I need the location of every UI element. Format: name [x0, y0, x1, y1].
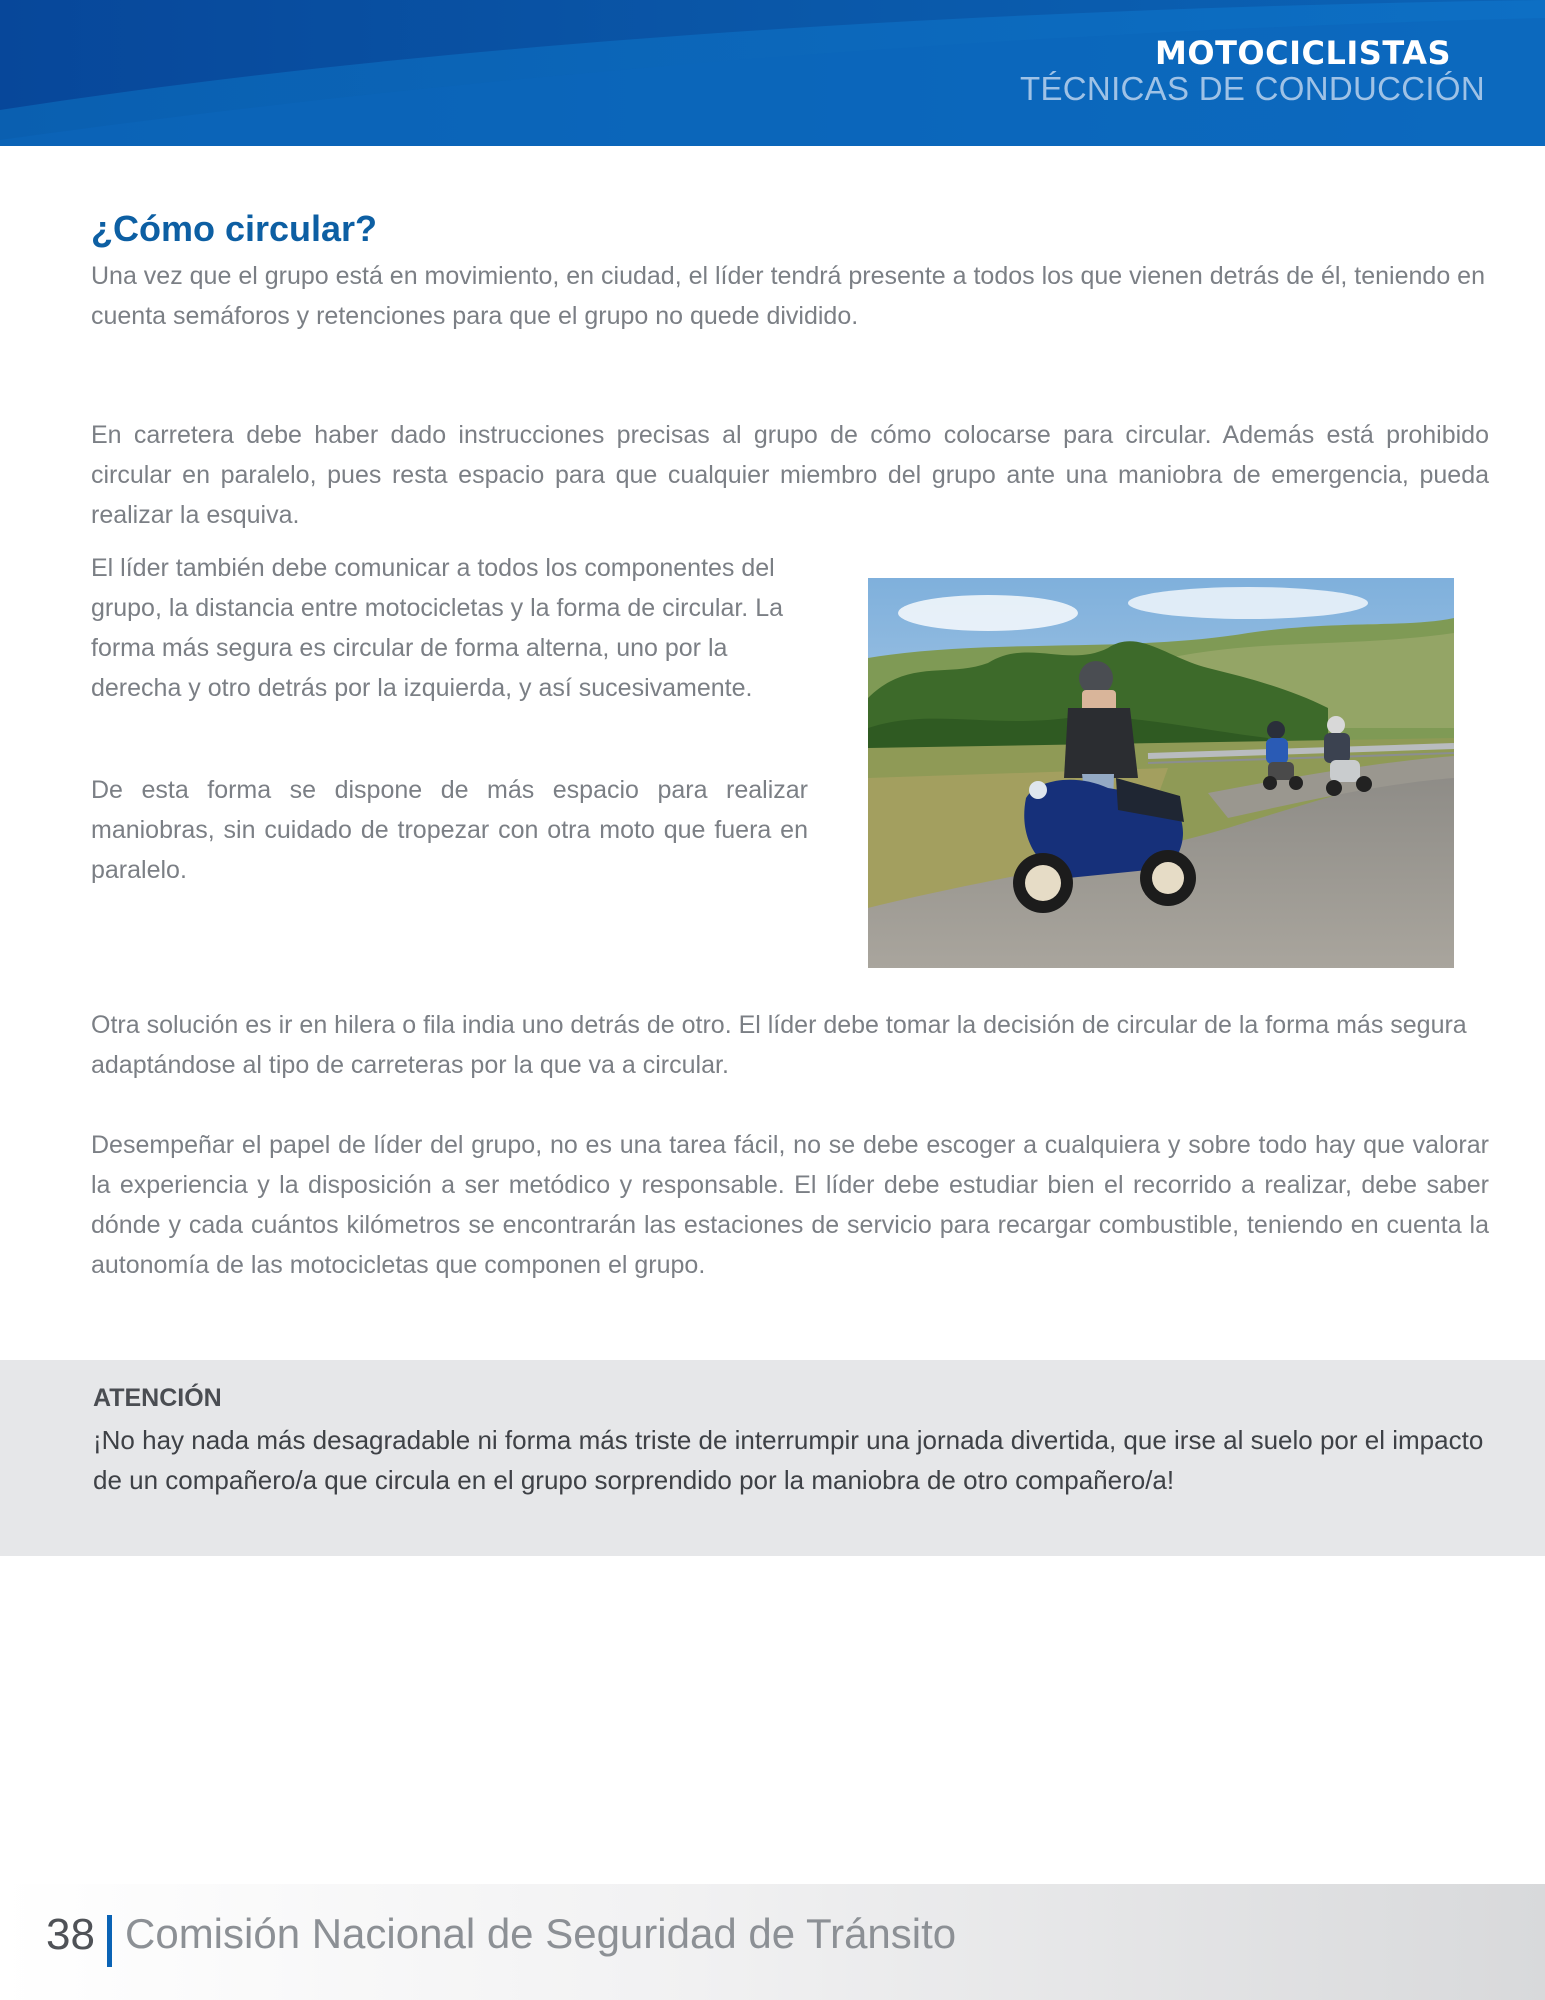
paragraph-single-file: Otra solución es ir en hilera o fila india uno detrás de otro. El líder debe tomar la decisión de circular de la forma más segura adaptándose al tipo de carreteras por la que va a circular.	[91, 1011, 1467, 1079]
paragraph-leader-role: Desempeñar el papel de líder del grupo, no es una tarea fácil, no se debe escoger a cualquiera y sobre todo hay que valorar la experiencia y la disposición a ser metódico y responsable. El líder debe estudiar bien el recorrido a realizar, debe saber dónde y cada cuántos kilómetros se encontrarán las estaciones de servicio para recargar combustible, teniendo en cuenta la autonomía de las motocicletas que componen el grupo.	[91, 1131, 1489, 1279]
attention-title: ATENCIÓN	[93, 1384, 222, 1412]
footer-divider	[107, 1915, 112, 1967]
motorcycle-group-photo	[868, 578, 1454, 968]
attention-text: ¡No hay nada más desagradable ni forma más triste de interrumpir una jornada divertida, que irse al suelo por el impacto de un compañero/a que circula en el grupo sorprendido por la maniobra de otro compañero/a!	[93, 1425, 1484, 1495]
paragraph-communication: El líder también debe comunicar a todos los componentes del grupo, la distancia entre motocicletas y la forma de circular. La forma más segura es circular de forma alterna, uno por la derecha y otro detrás por la izquierda, y así sucesivamente.	[91, 554, 784, 702]
paragraph-city: Una vez que el grupo está en movimiento, en ciudad, el líder tendrá presente a todos los que vienen detrás de él, teniendo en cuenta semáforos y retenciones para que el grupo no quede dividido.	[91, 262, 1485, 330]
page-header	[0, 0, 1545, 146]
paragraph-highway: En carretera debe haber dado instrucciones precisas al grupo de cómo colocarse para circular. Además está prohibido circular en paralelo, pues resta espacio para que cualquier miembro del grupo ante una maniobra de emergencia, pueda realizar la esquiva.	[91, 421, 1489, 529]
section-heading: ¿Cómo circular?	[91, 208, 378, 249]
page-number: 38	[46, 1910, 95, 1959]
header-subtitle: TÉCNICAS DE CONDUCCIÓN	[1020, 70, 1485, 107]
footer-organization: Comisión Nacional de Seguridad de Tránsito	[125, 1910, 957, 1957]
header-title: MOTOCICLISTAS	[1155, 34, 1451, 72]
paragraph-space: De esta forma se dispone de más espacio para realizar maniobras, sin cuidado de tropezar con otra moto que fuera en paralelo.	[91, 776, 808, 884]
